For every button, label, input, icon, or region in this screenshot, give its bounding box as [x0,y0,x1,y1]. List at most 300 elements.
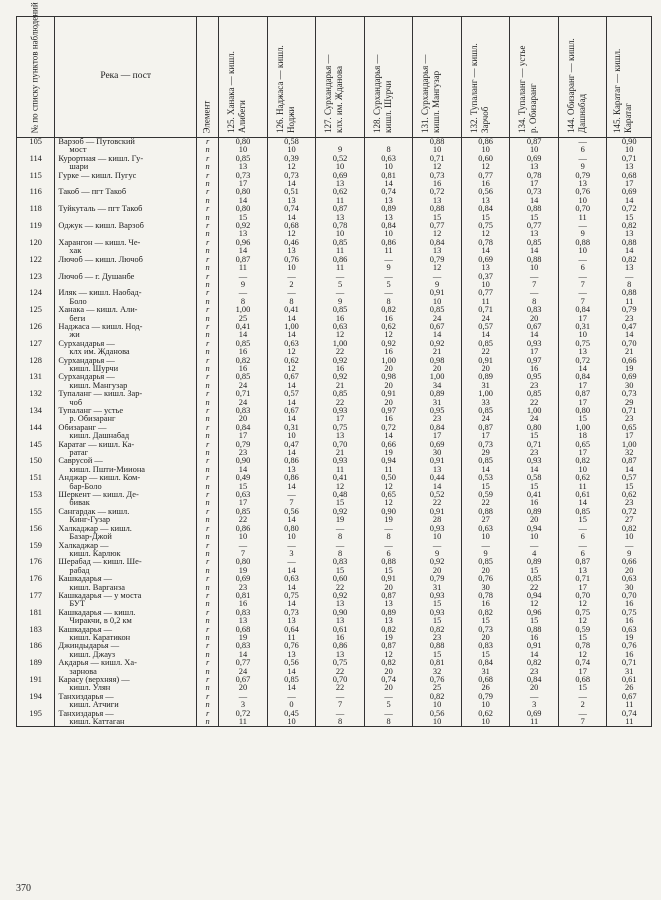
river-station-name [55,214,197,222]
table-cell: 22 [316,684,365,692]
table-cell: 17 [558,449,607,457]
table-cell: 14 [267,331,316,339]
table-cell: 0,82 [607,256,652,264]
table-row [17,642,652,650]
element-symbol: r [196,558,218,566]
table-cell: 23 [413,415,462,423]
table-cell: — [364,273,413,281]
element-symbol: r [196,407,218,415]
table-cell: 0,41 [219,323,268,331]
table-cell: 5 [316,281,365,289]
element-symbol: r [196,542,218,550]
table-cell: 23 [510,668,559,676]
table-cell: 25 [219,315,268,323]
table-row [17,718,652,727]
table-cell: 14 [267,214,316,222]
element-symbol: r [196,289,218,297]
river-station-name: Сурхандарья — [55,357,197,365]
table-cell: 0,82 [364,306,413,314]
table-cell: — [219,542,268,550]
element-symbol: r [196,525,218,533]
table-cell: 16 [607,600,652,608]
table-cell: 14 [510,197,559,205]
table-cell: 0,86 [364,239,413,247]
table-cell: — [364,289,413,297]
table-cell: 6 [364,550,413,558]
table-cell: 21 [316,449,365,457]
station-number: 151 [17,474,55,482]
table-cell: 0,75 [316,424,365,432]
river-station-name: Джиндыдарья — [55,642,197,650]
table-cell: 0,84 [413,424,462,432]
table-row [17,609,652,617]
table-row [17,289,652,297]
table-cell: 11 [316,466,365,474]
table-cell: 23 [413,634,462,642]
table-cell: 0,63 [219,491,268,499]
station-number: 114 [17,155,55,163]
station-number: 119 [17,222,55,230]
table-cell: 16 [607,617,652,625]
table-cell: 13 [413,466,462,474]
table-cell: 14 [219,197,268,205]
table-cell: 0,71 [607,155,652,163]
table-cell: 0,49 [219,474,268,482]
element-symbol: r [196,138,218,147]
river-station-name: Лючоб — кишл. Лючоб [55,256,197,264]
table-cell: 0,80 [219,138,268,147]
table-cell: 0,82 [219,357,268,365]
table-cell: 0,92 [364,340,413,348]
column-header-4 [267,17,316,138]
river-station-name: Кашкадарья — [55,575,197,583]
river-station-name: Сурхандарья — [55,373,197,381]
river-station-name: кишл. Каратикон [55,634,197,642]
table-cell: — [316,693,365,701]
table-row [17,407,652,415]
river-station-name: Базар-Джой [55,533,197,541]
table-cell: 15 [219,214,268,222]
table-cell: 0,73 [461,441,510,449]
table-cell: 17 [558,399,607,407]
element-symbol: r [196,592,218,600]
table-cell: 20 [219,684,268,692]
table-cell: 0,73 [510,188,559,196]
table-cell: 17 [607,432,652,440]
element-symbol: r [196,676,218,684]
table-cell: 1,00 [413,373,462,381]
table-cell: 0,87 [364,642,413,650]
table-cell: 13 [607,264,652,272]
table-cell: 15 [219,483,268,491]
table-cell: 0,56 [413,710,462,718]
table-cell: 0,87 [316,205,365,213]
table-cell: 21 [607,348,652,356]
table-cell: 0,85 [461,457,510,465]
river-station-name: Варзоб — Путовский [55,138,197,147]
column-header-6 [364,17,413,138]
table-cell: 10 [219,146,268,154]
table-cell: 0,70 [316,676,365,684]
table-cell: 0,41 [510,491,559,499]
element-symbol: n [196,483,218,491]
station-number: 183 [17,626,55,634]
table-cell: 10 [413,718,462,727]
element-symbol: n [196,651,218,659]
table-cell: 0,61 [558,491,607,499]
table-cell: 0,76 [461,575,510,583]
river-station-name: хак [55,247,197,255]
table-row [17,508,652,516]
table-cell: 16 [364,415,413,423]
table-cell: 0,93 [316,407,365,415]
table-cell: 0,92 [316,373,365,381]
table-cell: 12 [461,163,510,171]
table-cell: 16 [219,365,268,373]
table-cell: 12 [267,348,316,356]
table-cell: 0,71 [558,575,607,583]
table-body [17,138,652,727]
table-cell: 0,69 [413,441,462,449]
table-cell: 0,85 [219,508,268,516]
station-number [17,718,55,727]
table-cell: 31 [607,668,652,676]
river-station-name: жи [55,331,197,339]
table-cell: 0,78 [461,239,510,247]
station-number: 116 [17,188,55,196]
table-cell: 0,84 [219,424,268,432]
table-row [17,457,652,465]
river-station-name: Шеркент — кишл. Де- [55,491,197,499]
table-cell: 12 [267,163,316,171]
table-cell: — [316,710,365,718]
table-cell: 0,76 [267,256,316,264]
table-cell: 0,39 [267,155,316,163]
river-station-name: Такоб — пгт Такоб [55,188,197,196]
table-cell: 13 [364,600,413,608]
table-cell: 0,78 [316,222,365,230]
table-cell: 0,79 [413,256,462,264]
table-cell: — [558,273,607,281]
table-cell: 11 [364,247,413,255]
table-cell: 20 [607,567,652,575]
table-cell: 0,89 [364,205,413,213]
element-symbol: r [196,441,218,449]
table-cell: 30 [413,449,462,457]
column-header-text: Элемент [201,100,212,133]
element-symbol: r [196,491,218,499]
table-cell: — [558,710,607,718]
table-cell: 11 [461,298,510,306]
table-cell: 9 [316,298,365,306]
table-cell: — [558,525,607,533]
table-cell: 26 [461,684,510,692]
table-cell: 0,97 [364,407,413,415]
table-cell: 0,91 [413,508,462,516]
table-cell: 0,59 [461,491,510,499]
column-header-5 [316,17,365,138]
table-cell: 0,86 [219,525,268,533]
element-symbol: r [196,172,218,180]
table-cell: 9 [607,550,652,558]
table-cell: 24 [219,382,268,390]
table-cell: 13 [316,432,365,440]
element-symbol: r [196,609,218,617]
table-row [17,676,652,684]
table-cell: 0,80 [558,407,607,415]
table-row [17,256,652,264]
table-header [17,1,652,138]
table-cell: 14 [267,399,316,407]
river-station-name: мост [55,146,197,154]
table-cell: 0,91 [413,457,462,465]
table-cell: 7 [558,718,607,727]
table-cell: 9 [364,264,413,272]
table-cell: 3 [267,550,316,558]
element-symbol: r [196,390,218,398]
table-cell: 27 [461,516,510,524]
table-cell: 0,88 [413,205,462,213]
river-station-name: шари [55,163,197,171]
table-cell: 0,88 [413,138,462,147]
table-cell: 24 [510,415,559,423]
table-cell: 15 [461,651,510,659]
table-cell: 0,78 [558,642,607,650]
table-row [17,172,652,180]
station-number: 115 [17,172,55,180]
table-cell: 10 [413,533,462,541]
table-cell: 21 [413,348,462,356]
river-station-name [55,180,197,188]
table-cell: 20 [364,684,413,692]
table-cell: 0,89 [461,373,510,381]
table-cell: 0,71 [607,659,652,667]
table-cell: 0,88 [510,256,559,264]
table-cell: 23 [510,382,559,390]
table-cell: 0,78 [461,592,510,600]
table-cell: — [316,273,365,281]
table-cell: 0,65 [364,491,413,499]
element-symbol: r [196,508,218,516]
table-cell: 14 [219,651,268,659]
table-cell: 0,75 [316,659,365,667]
column-header-text: 134. Тупаланг — устье р. Обизаранг [517,45,538,133]
table-cell: 13 [219,230,268,238]
element-symbol: n [196,365,218,373]
table-cell: 19 [316,516,365,524]
table-cell: 15 [413,617,462,625]
table-cell: 0,95 [510,373,559,381]
element-symbol: r [196,340,218,348]
table-cell: 0,84 [558,373,607,381]
table-cell: 0,58 [510,474,559,482]
table-cell: 0,98 [413,357,462,365]
station-number: 177 [17,592,55,600]
table-cell: 1,00 [461,390,510,398]
river-station-name: бар-Боло [55,483,197,491]
river-station-name: кишл. Дашнабад [55,432,197,440]
river-station-name: Гурке — кишл. Пугус [55,172,197,180]
column-header-text: 145. Каратаг — кишл. Каратаг [612,48,633,133]
table-cell: 0,53 [461,474,510,482]
element-symbol: r [196,188,218,196]
table-cell: 0,83 [219,407,268,415]
table-cell: 14 [219,331,268,339]
table-cell: 1,00 [558,424,607,432]
table-cell: 20 [461,365,510,373]
table-cell: 10 [413,298,462,306]
table-cell: 0,63 [267,575,316,583]
table-cell: 0,62 [558,474,607,482]
table-cell: 22 [510,399,559,407]
table-cell: 20 [364,399,413,407]
table-cell: 0,48 [316,491,365,499]
river-station-name: ратаг [55,449,197,457]
table-cell: 14 [364,180,413,188]
table-cell: 23 [607,499,652,507]
river-station-name: кишл. Пшти-Мииона [55,466,197,474]
table-cell: — [558,222,607,230]
table-cell: 0,81 [364,172,413,180]
table-cell: 32 [413,668,462,676]
table-row [17,264,652,272]
table-cell: 14 [607,247,652,255]
table-cell: 0,89 [510,508,559,516]
table-cell: 0,80 [267,525,316,533]
table-cell: — [267,273,316,281]
element-symbol: n [196,567,218,575]
table-cell: 17 [558,382,607,390]
table-cell: 0,68 [461,676,510,684]
table-cell: 0,90 [364,508,413,516]
table-cell: 15 [558,415,607,423]
table-cell: 11 [607,298,652,306]
element-symbol: n [196,550,218,558]
table-cell: 1,00 [510,407,559,415]
table-cell: 10 [461,718,510,727]
table-cell: 6 [558,550,607,558]
table-row [17,373,652,381]
river-station-name: Наджаса — кишл. Нод- [55,323,197,331]
table-cell: — [316,289,365,297]
column-header-1: Река — пост [55,17,197,138]
station-number: 122 [17,256,55,264]
table-row [17,701,652,709]
table-cell: 0,79 [219,441,268,449]
table-cell: 7 [316,701,365,709]
table-cell: 0,73 [219,172,268,180]
table-cell: 0,67 [267,373,316,381]
table-cell: — [267,558,316,566]
element-symbol: r [196,323,218,331]
table-cell: 0,77 [510,222,559,230]
table-cell: 7 [219,550,268,558]
table-cell: 10 [461,146,510,154]
table-cell: 14 [267,584,316,592]
table-cell: 0,89 [510,558,559,566]
table-cell: 14 [558,499,607,507]
table-cell: 0,77 [413,222,462,230]
table-cell: 10 [413,146,462,154]
table-cell: 15 [510,483,559,491]
table-cell: 0,60 [461,155,510,163]
station-number: 186 [17,642,55,650]
table-cell: — [558,289,607,297]
column-header-text: 131. Сурхандарья — кишл. Мангузар [420,54,441,133]
table-cell: 12 [316,331,365,339]
station-number: 155 [17,508,55,516]
station-number: 134 [17,407,55,415]
table-cell: 0,74 [607,710,652,718]
river-station-name: кишл. Улян [55,684,197,692]
table-cell: 17 [461,432,510,440]
river-station-name: Кинг-Гузар [55,516,197,524]
table-cell: 0,84 [413,239,462,247]
river-station-name: Тупаланг — устье [55,407,197,415]
table-cell: 0,73 [413,172,462,180]
table-cell: 1,00 [267,323,316,331]
river-station-name: клх им. Жданова [55,348,197,356]
table-cell: — [461,542,510,550]
table-cell: 0,87 [219,256,268,264]
table-cell: 0,80 [510,424,559,432]
table-cell: 15 [510,567,559,575]
table-cell: — [510,273,559,281]
table-row [17,684,652,692]
river-station-name: кишл. Карлюк [55,550,197,558]
table-cell: 0,92 [316,357,365,365]
table-cell: 0,73 [461,626,510,634]
table-cell: 11 [607,701,652,709]
table-cell: 0,88 [364,558,413,566]
table-cell: 0,78 [510,172,559,180]
table-cell: 0,61 [607,676,652,684]
table-row [17,693,652,701]
table-cell: 15 [510,617,559,625]
table-cell: 13 [461,264,510,272]
table-cell: 14 [267,668,316,676]
table-cell: 0,75 [267,592,316,600]
table-cell: 0,73 [607,390,652,398]
river-station-name: зарнова [55,668,197,676]
table-cell: 8 [364,298,413,306]
table-cell: 31 [461,382,510,390]
table-cell: 0,72 [558,357,607,365]
column-header-text: 128. Сурхандарья — кишл. Шурчи [371,54,393,133]
table-cell: 12 [364,651,413,659]
table-cell: 0,91 [413,289,462,297]
table-cell: 9 [316,146,365,154]
table-cell: 13 [267,466,316,474]
column-header-2 [196,17,218,138]
table-cell: 0,81 [413,659,462,667]
river-station-name: кишл. Шурчи [55,365,197,373]
table-cell: 12 [413,163,462,171]
table-cell: 8 [510,298,559,306]
table-cell: 20 [364,382,413,390]
table-cell: 21 [316,382,365,390]
table-cell: 0,85 [219,340,268,348]
table-cell: 0,69 [461,256,510,264]
element-symbol: n [196,701,218,709]
table-cell: 0,63 [461,525,510,533]
table-cell: — [267,542,316,550]
table-cell: — [558,138,607,147]
table-cell: 12 [316,483,365,491]
table-cell: 0,85 [461,558,510,566]
table-cell: 10 [364,163,413,171]
table-cell: 13 [607,230,652,238]
